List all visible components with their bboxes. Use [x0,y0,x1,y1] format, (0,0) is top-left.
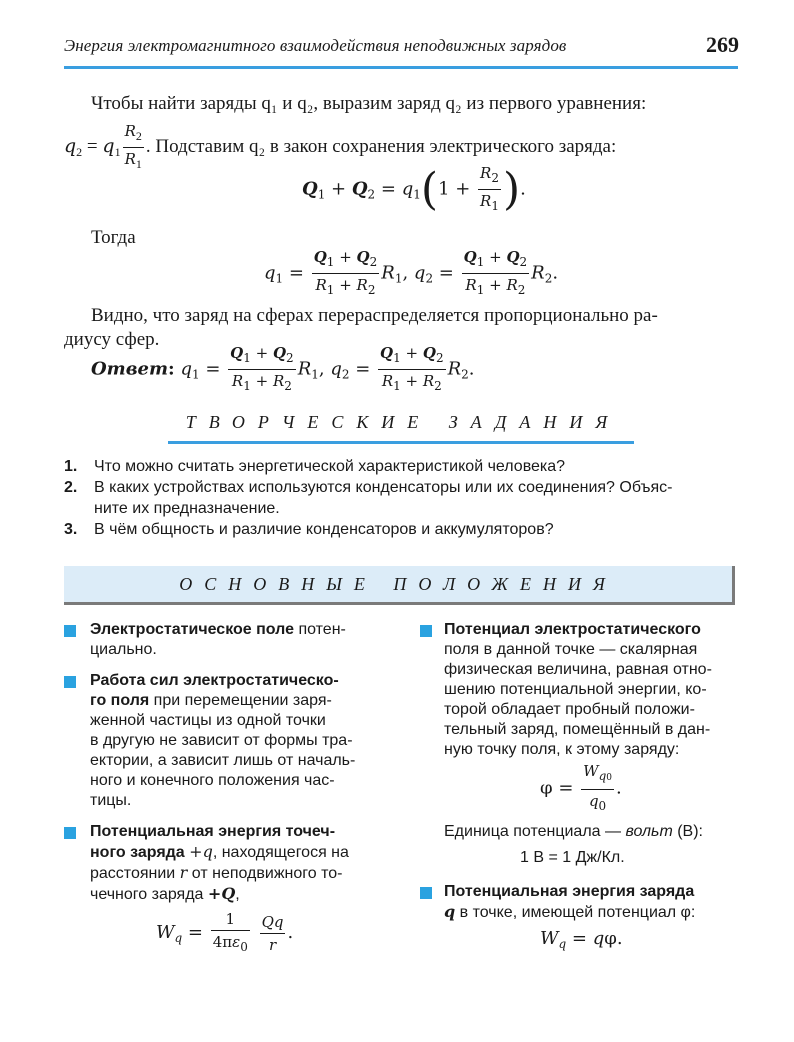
answer: Ответ: $q_1$ = $\frac{Q_1 + Q_2}{R_1 + R_2}$ $R_1$, $q_2$ = $\frac{Q_1 + Q_2}{R_1 + R_2}$ $R_2$. [91,344,475,393]
task-1 [64,456,740,477]
formula-charges: $q_1$ = $\frac{Q_1 + Q_2}{R_1 + R_2}$ $R_1$, $q_2$ = $\frac{Q_1 + Q_2}{R_1 + R_2}$ $R_2$. [264,248,559,297]
formula-potential-energy: $W_q$ = $\frac{1}{4\pi\varepsilon_0}$ $\frac{Qq}{r}$ . [156,910,294,954]
task-number: 2. [64,479,78,496]
kp-left-3: Потенциальная энергия точеч- ного заряда +q, находящегося на расстоянии r от неподвижного то- чечного заряда +Q, [90,823,349,903]
tasks-rule [168,441,634,444]
formula-conservation: $Q_1 + Q_2 = q_1(1$ + $\frac{R_2}{R_1}$ ). [302,163,526,215]
task-number: 1. [64,458,78,475]
formula-potential: φ = $\frac{W_{q0}}{q_0}$ . [540,762,622,813]
solution-line-2: $q_2 = q_1$ $\frac{R_2}{R_1}$ . Подставим q₂ в закон сохранения электрического заряда: [64,122,617,171]
square-bullet-icon [64,625,76,637]
task-3 [64,519,740,540]
page-number: 269 [706,32,739,57]
tasks-heading: ТВОРЧЕСКИЕ ЗАДАНИЯ [185,412,621,432]
task-text-cont: ните их предназначение. [94,500,280,517]
running-head: Энергия электромагнитного взаимодействия неподвижных зарядов [64,36,567,55]
square-bullet-icon [420,887,432,899]
solution-line-1: Чтобы найти заряды q₁ и q₂, выразим заряд q₂ из первого уравнения: [91,93,647,114]
square-bullet-icon [64,676,76,688]
task-number: 3. [64,521,78,538]
square-bullet-icon [420,625,432,637]
task-2 [64,477,740,519]
kp-left-1: Электростатическое поле потен- циально. [90,621,346,658]
task-text: В чём общность и различие конденсаторов и аккумуляторов? [94,521,554,538]
answer-label: Ответ [91,358,169,380]
key-points-title: ОСНОВНЫЕ ПОЛОЖЕНИЯ [179,574,617,594]
header-rule [64,66,738,69]
solution-observe-cont: диусу сфер. [64,329,160,350]
formula-energy-potential: $W_q = q\varphi$. [540,928,623,951]
task-text: В каких устройствах используются конденсаторы или их соединения? Объяс- [94,479,673,496]
kp-right-3: Потенциальная энергия заряда q в точке, имеющей потенциал φ: [444,883,696,921]
kp-right-unit: Единица потенциала — вольт (В): [444,823,703,840]
kp-left-2: Работа сил электростатическо- го поля при перемещении заря- женной частицы из одной точки в другую не зависит от формы тра- ектории, а зависит лишь от началь- ного и конечного положения час- тицы. [90,672,356,809]
square-bullet-icon [64,827,76,839]
solution-then: Тогда [91,227,136,248]
solution-line-2-text: . Подставим q₂ в закон сохранения электрического заряда: [145,135,617,157]
solution-observe: Видно, что заряд на сферах перераспределяется пропорционально ра- [91,305,658,326]
task-text: Что можно считать энергетической характеристикой человека? [94,458,566,475]
key-points-banner [64,566,735,605]
kp-right-unit-def: 1 В = 1 Дж/Кл. [520,849,625,866]
kp-right-1: Потенциал электростатического поля в данной точке — скалярная физическая величина, равная отно- шению потенциальной энергии, ко- торой обладает пробный положи- тельный заряд, помещённый в дан- ную точку поля, к этому заряду: [444,621,712,758]
